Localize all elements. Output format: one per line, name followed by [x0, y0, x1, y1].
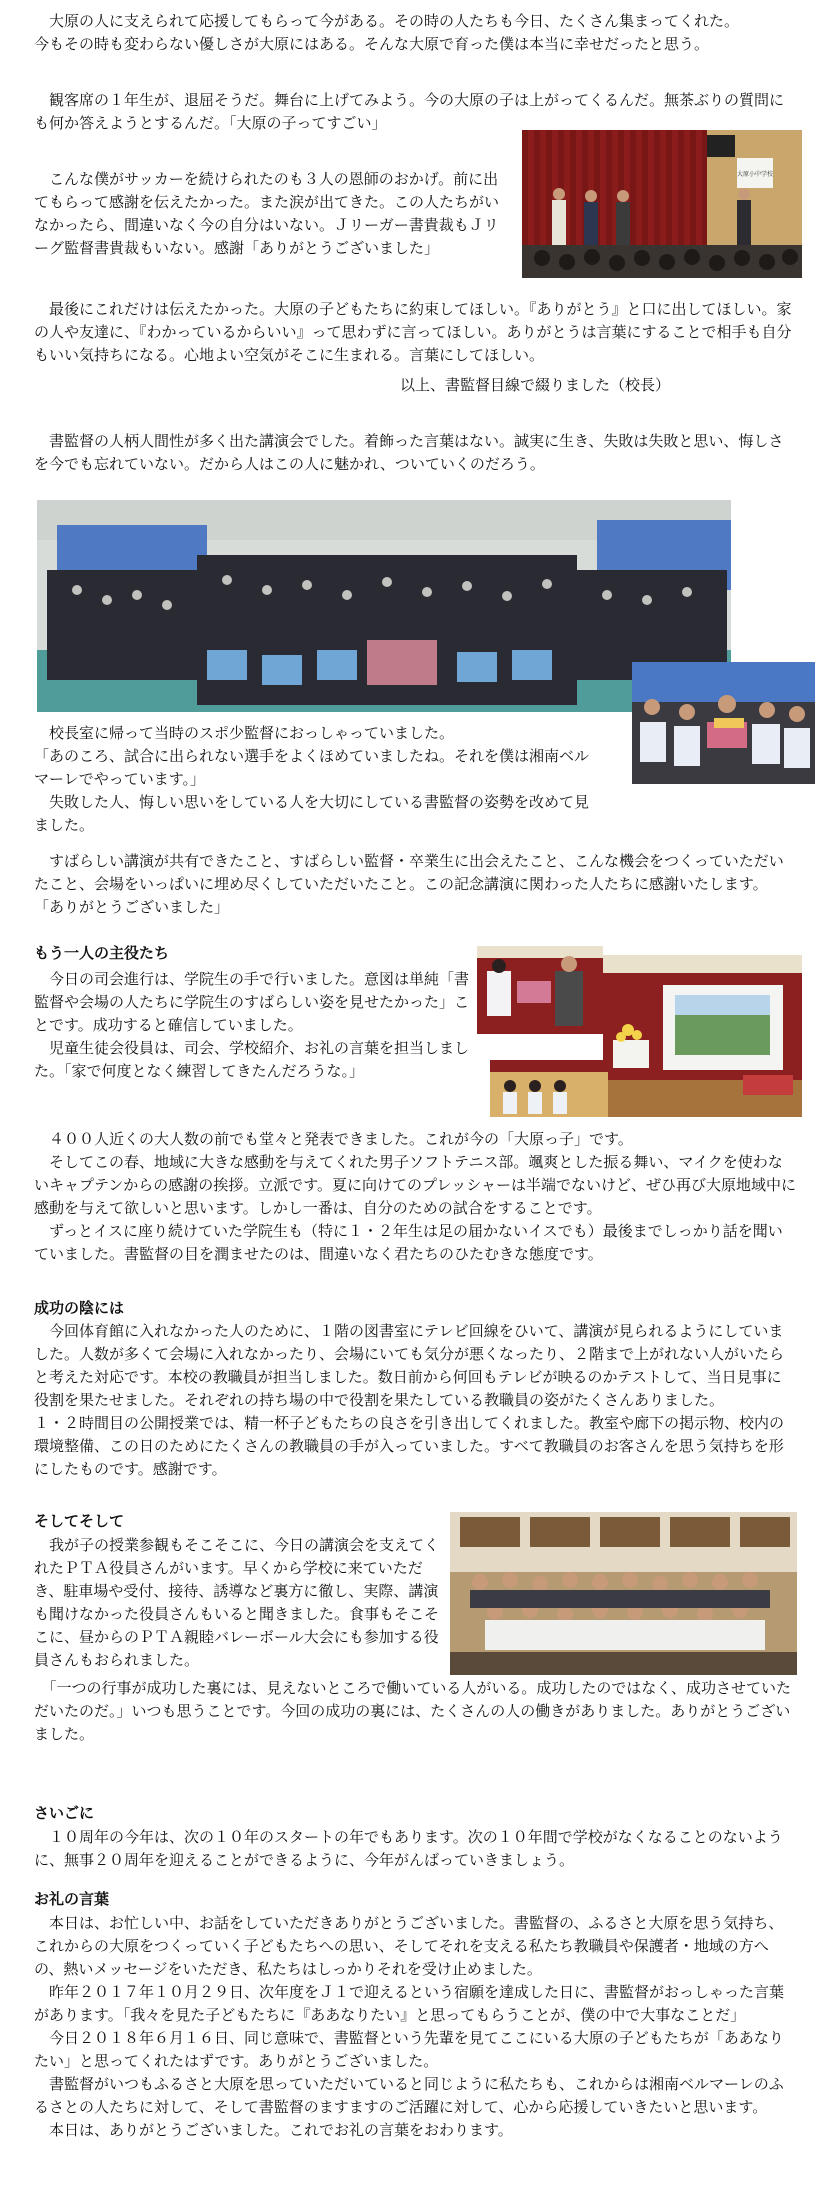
paragraph-9: ４００人近くの大人数の前でも堂々と発表できました。これが今の「大原っ子」です。 そしてこの春、地域に大きな感動を与えてくれた男子ソフトテニス部。颯爽とした振る舞い、マイクを使わないキャプテンからの感謝の挨拶。立派です。夏に向けてのプレッシャーは半端でないけど、ぜひ再び大原地域中に感動を与えて欲しいと思います。しかし一番は、自分のための試合をすることです。 ずっとイスに座り続けていた学院生も（特に１・２年生は足の届かないイスでも）最後までしっかり話を聞いていました。書監督の目を潤ませたのは、間違いなく君たちのひたむきな態度です。 [34, 1130, 797, 1263]
paragraph-4: 最後にこれだけは伝えたかった。大原の子どもたちに約束してほしい。『ありがとう』と口に出してほしい。家の人や友達に、『わかっているからいい』って思わずに言ってほしい。ありがとうは言葉にすることで相手も自分もいい気持ちになる。心地よい空気がそこに生まれる。言葉にしてほしい。 [34, 300, 792, 364]
photo-audience-hall [37, 500, 731, 712]
photo-stage-teachers [522, 130, 802, 278]
signature-line: 以上、書監督目線で綴りました（校長） [399, 376, 670, 394]
heading-and-then: そしてそして [34, 1512, 125, 1530]
paragraph-3: こんな僕がサッカーを続けられたのも３人の恩師のおかげ。前に出てもらって感謝を伝えたかった。また涙が出てきた。この人たちがいなかったら、間違いなく今の自分はいない。Ｊリーガー書貴裁もＪリーグ監督書貴裁もいない。感謝「ありがとうございました」 [34, 170, 500, 257]
photo-stage-screen [603, 955, 802, 1117]
heading-finally: さいごに [34, 1804, 95, 1822]
paragraph-13: １０周年の今年は、次の１０年のスタートの年でもあります。次の１０年間で学校がなくなることのないように、無事２０周年を迎えることができるように、今年がんばっていきましょう。 [34, 1828, 783, 1869]
photo-student-presenters [490, 1060, 608, 1117]
photo-flower-presentation [632, 662, 815, 784]
photo-pta-group [450, 1512, 797, 1675]
paragraph-12: 「一つの行事が成功した裏には、見えないところで働いている人がいる。成功したのではなく、成功させていただいたのだ。」いつも思うことです。今回の成功の裏には、たくさんの人の働きがありました。ありがとうございました。 [34, 1679, 792, 1743]
heading-thanks: お礼の言葉 [34, 1890, 110, 1908]
paragraph-10: 今回体育館に入れなかった人のために、１階の図書室にテレビ回線をひいて、講演が見られるようにしていました。人数が多くて会場に入れなかったり、会場にいても気分が悪くなったり、２階まで上がれない人がいたらと考えた対応です。本校の教職員が担当しました。数日前から何回もテレビが映るのかテストして、当日見事に役割を果たせました。それぞれの持ち場の中で役割を果たしている教職員の姿がたくさんありました。 １・２時間目の公開授業では、精一杯子どもたちの良さを引き出してくれました。教室や廊下の掲示物、校内の環境整備、この日のためにたくさんの教職員の手が入っていました。すべて教職員のお客さんを思う気持ちを形にしたものです。感謝です。 [34, 1322, 785, 1478]
paragraph-14: 本日は、お忙しい中、お話をしていただきありがとうございました。書監督の、ふるさと大原を思う気持ち、これからの大原をつくっていく子どもたちへの思い、そしてそれを支える私たち教職員や保護者・地域の方への、熱いメッセージをいただき、私たちはしっかりそれを受け止めました。 昨年２０１７年１０月２９日、次年度をＪ１で迎えるという宿願を達成した日に、書監督がおっしゃった言葉があります。「我々を見た子どもたちに『ああなりたい』と思ってもらうことが、僕の中で大事なことだ」 今日２０１８年６月１６日、同じ意味で、書監督という先輩を見てここにいる大原の子どもたちが「ああなりたい」と思ってくれたはずです。ありがとうございました。 書監督がいつもふるさと大原を思っていただいていると同じように私たちも、これからは湘南ベルマーレのふるさとの人たちに対して、そして書監督のますますのご活躍に対して、心から応援していきたいと思います。 本日は、ありがとうございました。これでお礼の言葉をおわります。 [34, 1914, 785, 2139]
stage-sign-text: 大原小中学校 [736, 171, 774, 178]
paragraph-2: 観客席の１年生が、退屈そうだ。舞台に上げてみよう。今の大原の子は上がってくるんだ。無茶ぶりの質問にも何か答えようとするんだ。「大原の子ってすごい」 [34, 91, 785, 132]
paragraph-8: 今日の司会進行は、学院生の手で行いました。意図は単純「書監督や会場の人たちに学院生のすばらしい姿を見せたかった」ことです。成功すると確信していました。 児童生徒会役員は、司会、学校紹介、お礼の言葉を担当しました。「家で何度となく練習してきたんだろうな。」 [34, 970, 470, 1080]
paragraph-7: すばらしい講演が共有できたこと、すばらしい監督・卒業生に出会えたこと、こんな機会をつくっていただいたこと、会場をいっぱいに埋め尽くしていただいたこと。この記念講演に関わった人たちに感謝いたします。 「ありがとうございました」 [34, 852, 784, 916]
heading-supporting-cast: もう一人の主役たち [34, 944, 170, 962]
paragraph-11: 我が子の授業参観もそこそこに、今日の講演会を支えてくれたＰＴＡ役員さんがいます。早くから学校に来ていただき、駐車場や受付、接待、誘導など裏方に徹し、実際、講演も聞けなかった役員さんもいると聞きました。食事もそこそこに、昼からのＰＴＡ親睦バレーボール大会にも参加する役員さんもおられました。 [34, 1536, 440, 1669]
paragraph-1: 大原の人に支えられて応援してもらって今がある。その時の人たちも今日、たくさん集まってくれた。 今もその時も変わらない優しさが大原にはある。そんな大原で育った僕は本当に幸せだったと思う。 [34, 12, 740, 53]
photo-student-bouquet [477, 946, 603, 1034]
heading-behind-success: 成功の陰には [34, 1299, 125, 1317]
paragraph-5: 書監督の人柄人間性が多く出た講演会でした。着飾った言葉はない。誠実に生き、失敗は失敗と思い、悔しさを今でも忘れていない。だから人はこの人に魅かれ、ついていくのだろう。 [34, 432, 784, 473]
paragraph-6: 校長室に帰って当時のスポ少監督におっしゃっていました。 「あのころ、試合に出られない選手をよくほめていましたね。それを僕は湘南ベルマーレでやっています。」 失敗した人、悔しい思いをしている人を大切にしている書監督の姿勢を改めて見ました。 [34, 724, 590, 834]
